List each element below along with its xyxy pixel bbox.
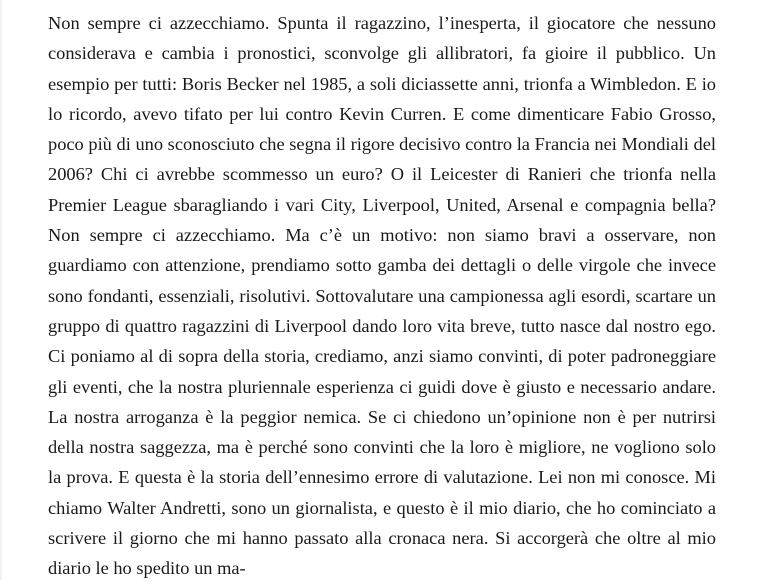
page-left-margin-rule	[0, 0, 2, 580]
body-paragraph: Non sempre ci azzecchiamo. Spunta il ragazzino, l’inesperta, il giocatore che nessuno considerava e cambia i pronostici, sconvolge gli allibratori, fa gioire il pubblico. Un esempio per tutti: Boris Becker nel 1985, a soli diciassette anni, trionfa a Wimbledon. E io lo ricordo, avevo tifato per lui contro Kevin Curren. E come dimenticare Fabio Grosso, poco più di uno sconosciuto che segna il rigore decisivo contro la Francia nei Mondiali del 2006? Chi ci avrebbe scommesso un euro? O il Leicester di Ranieri che trionfa nella Premier League sbaragliando i vari City, Liverpool, United, Arsenal e compagnia bella? Non sempre ci azzecchiamo. Ma c’è un motivo: non siamo bravi a osservare, non guardiamo con attenzione, prendiamo sotto gamba dei dettagli o delle virgole che invece sono fondanti, essenziali, risolutivi. Sottovalutare una campionessa agli esordi, scartare un gruppo di quattro ragazzini di Liverpool dando loro vita breve, tutto nasce dal nostro ego. Ci poniamo al di sopra della storia, crediamo, anzi siamo convinti, di poter padroneggiare gli eventi, che la nostra pluriennale esperienza ci guidi dove è giusto e necessario andare. La nostra arroganza è la peggior nemica. Se ci chiedono un’opinione non è per nutrirsi della nostra saggezza, ma è perché sono convinti che la loro è migliore, ne vogliono solo la prova. E questa è la storia dell’ennesimo errore di valutazione. Lei non mi conosce. Mi chiamo Walter Andretti, sono un giornalista, e questo è il mio diario, che ho cominciato a scrivere il giorno che mi hanno passato alla cronaca nera. Si accorgerà che oltre al mio diario le ho spedito un ma-	[48, 13, 716, 579]
text-column	[48, 8, 716, 584]
